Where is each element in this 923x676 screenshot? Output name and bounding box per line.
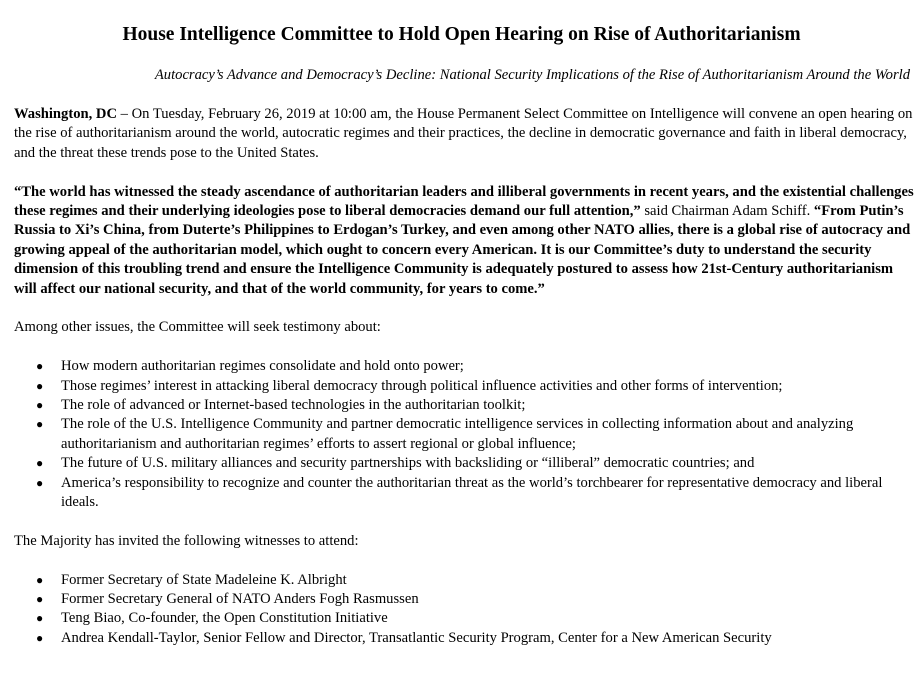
list-item-text: Teng Biao, Co-founder, the Open Constitution Initiative: [61, 610, 388, 627]
document-title: House Intelligence Committee to Hold Open Hearing on Rise of Authoritarianism: [122, 24, 801, 45]
bullet-icon: ●: [36, 592, 44, 607]
witnesses-intro: The Majority has invited the following witnesses to attend:: [14, 532, 359, 549]
list-item: [14, 609, 914, 628]
bullet-icon: ●: [36, 417, 44, 432]
list-item-text: Former Secretary of State Madeleine K. Albright: [61, 571, 347, 588]
list-item-text: How modern authoritarian regimes consolidate and hold onto power;: [61, 358, 464, 375]
list-item: [14, 590, 914, 609]
document-subtitle: Autocracy’s Advance and Democracy’s Decline: National Security Implications of the Rise of Authoritarianism Around the World: [154, 67, 910, 83]
list-item: [14, 474, 914, 513]
list-item: [14, 377, 914, 396]
bullet-icon: ●: [36, 359, 44, 374]
quote-paragraph: [14, 183, 914, 299]
list-item-text: The role of the U.S. Intelligence Community and partner democratic intelligence services in collecting information about and analyzing authoritarianism and authoritarian regimes’ efforts to assert regional or global influence;: [61, 416, 854, 452]
quote-part-1: “The world has witnessed the steady ascendance of authoritarian leaders and illiberal governments in recent years, and the existential challenges these regimes and their underlying ideologies pose to liberal democracies demand our full attention,”: [14, 183, 914, 220]
list-item-text: America’s responsibility to recognize and counter the authoritarian threat as the world’s torchbearer for representative democracy and liberal ideals.: [61, 474, 883, 511]
list-item-text: The future of U.S. military alliances and security partnerships with backsliding or “illiberal” democratic countries; and: [61, 455, 755, 472]
bullet-icon: ●: [36, 630, 44, 645]
bullet-icon: ●: [36, 572, 44, 587]
list-item: [14, 357, 914, 376]
intro-text: On Tuesday, February 26, 2019 at 10:00 am, the House Permanent Select Committee on Intelligence will convene an open hearing on the rise of authoritarianism around the world, autocratic regimes and their practices, the decline in democratic governance and faith in liberal democracy, and the threat these trends pose to the United States.: [14, 106, 913, 161]
list-item: [14, 454, 914, 473]
issues-list: [14, 357, 914, 512]
bullet-icon: ●: [36, 378, 44, 393]
bullet-icon: ●: [36, 611, 44, 626]
list-item-text: Andrea Kendall-Taylor, Senior Fellow and Director, Transatlantic Security Program, Center for a New American Security: [61, 629, 772, 646]
bullet-icon: ●: [36, 475, 44, 490]
list-item-text: Former Secretary General of NATO Anders Fogh Rasmussen: [61, 591, 419, 608]
bullet-icon: ●: [36, 456, 44, 471]
dateline: Washington, DC: [14, 106, 117, 122]
list-item: [14, 629, 914, 648]
list-item: [14, 396, 914, 415]
list-item: [14, 415, 914, 454]
issues-intro: Among other issues, the Committee will seek testimony about:: [14, 319, 381, 336]
quote-part-2: “From Putin’s Russia to Xi’s China, from Duterte’s Philippines to Erdogan’s Turkey, and even among other NATO allies, there is a global rise of autocracy and growing appeal of the authoritarian model, which ought to concern every American. It is our Committee’s duty to understand the security dimension of this troubling trend and ensure the Intelligence Community is adequately postured to assess how 21st-Century authoritarianism will affect our national security, and that of the world community, for years to come.”: [14, 203, 911, 297]
quote-attribution: said Chairman Adam Schiff.: [640, 203, 814, 220]
intro-paragraph: [14, 105, 914, 163]
list-item-text: Those regimes’ interest in attacking liberal democracy through political influence activities and other forms of intervention;: [61, 377, 783, 394]
bullet-icon: ●: [36, 398, 44, 413]
list-item: [14, 571, 914, 590]
witnesses-list: [14, 571, 914, 649]
list-item-text: The role of advanced or Internet-based technologies in the authoritarian toolkit;: [61, 397, 526, 414]
dateline-dash: –: [117, 106, 132, 122]
document-body: [14, 105, 914, 668]
